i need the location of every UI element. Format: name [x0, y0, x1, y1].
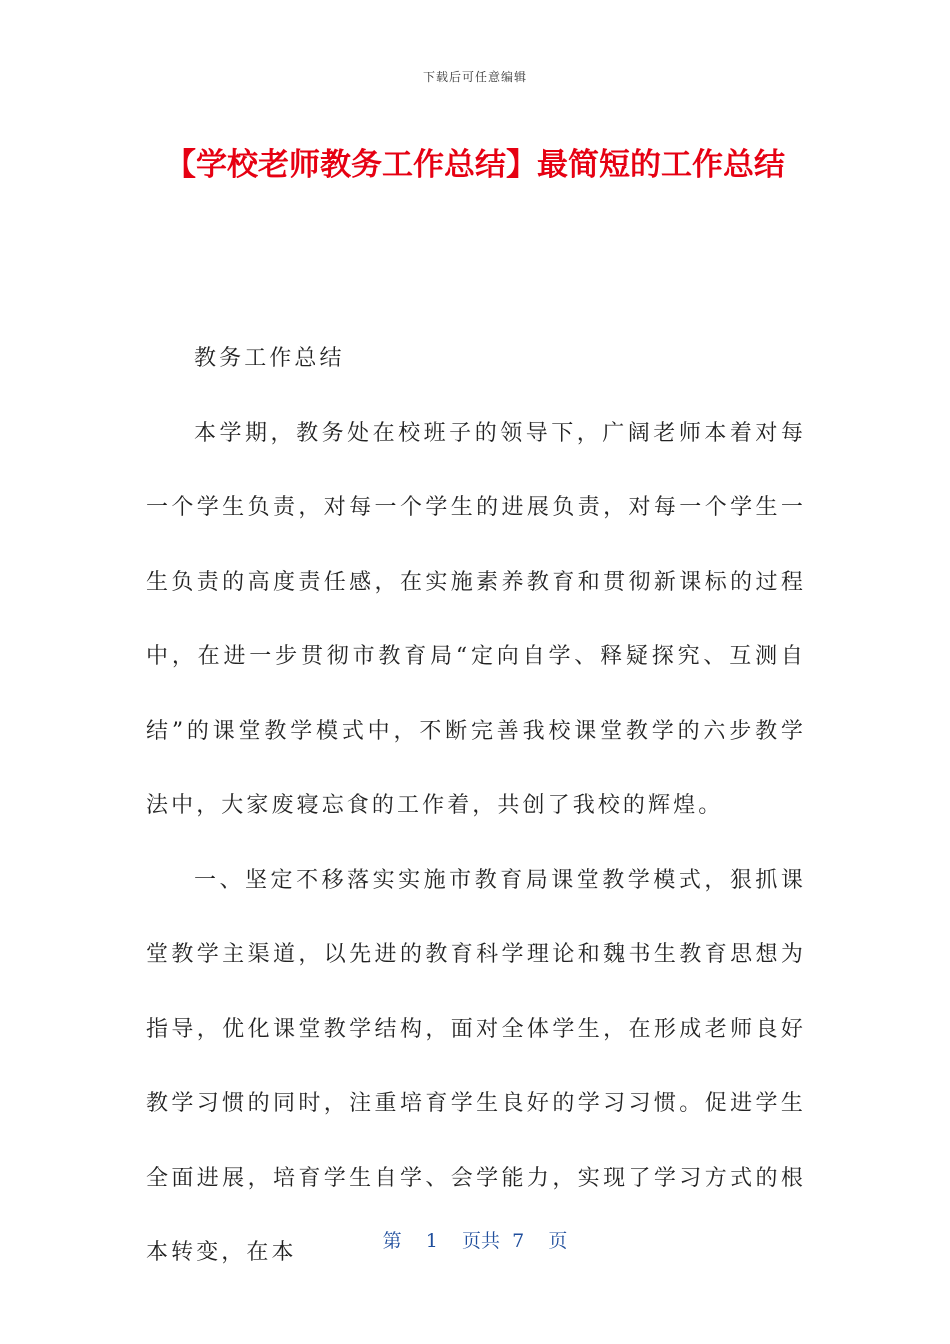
document-body	[146, 322, 806, 1291]
total-pages-number: 7	[512, 1230, 525, 1252]
footer-suffix: 页	[548, 1230, 568, 1252]
document-title: 【学校老师教务工作总结】最简短的工作总结	[165, 147, 785, 183]
page-footer	[0, 1226, 950, 1253]
current-page-number: 1	[425, 1230, 438, 1252]
paragraph-intro: 本学期，教务处在校班子的领导下，广阔老师本着对每一个学生负责，对每一个学生的进展负责，对每一个学生一生负责的高度责任感，在实施素养教育和贯彻新课标的过程中，在进一步贯彻市教育局“定向自学、释疑探究、互测自结”的课堂教学模式中，不断完善我校课堂教学的六步教学法中，大家废寝忘食的工作着，共创了我校的辉煌。	[146, 420, 806, 818]
paragraph-heading: 教务工作总结	[194, 346, 345, 371]
footer-middle: 页共	[462, 1230, 501, 1252]
footer-prefix: 第	[382, 1230, 402, 1252]
paragraph-section-one: 一、坚定不移落实实施市教育局课堂教学模式，狠抓课堂教学主渠道，以先进的教育科学理论和魏书生教育思想为指导，优化课堂教学结构，面对全体学生，在形成老师良好教学习惯的同时，注重培育学生良好的学习习惯。促进学生全面进展，培育学生自学、会学能力，实现了学习方式的根本转变，在本	[146, 867, 806, 1265]
header-note: 下载后可任意编辑	[422, 70, 527, 84]
